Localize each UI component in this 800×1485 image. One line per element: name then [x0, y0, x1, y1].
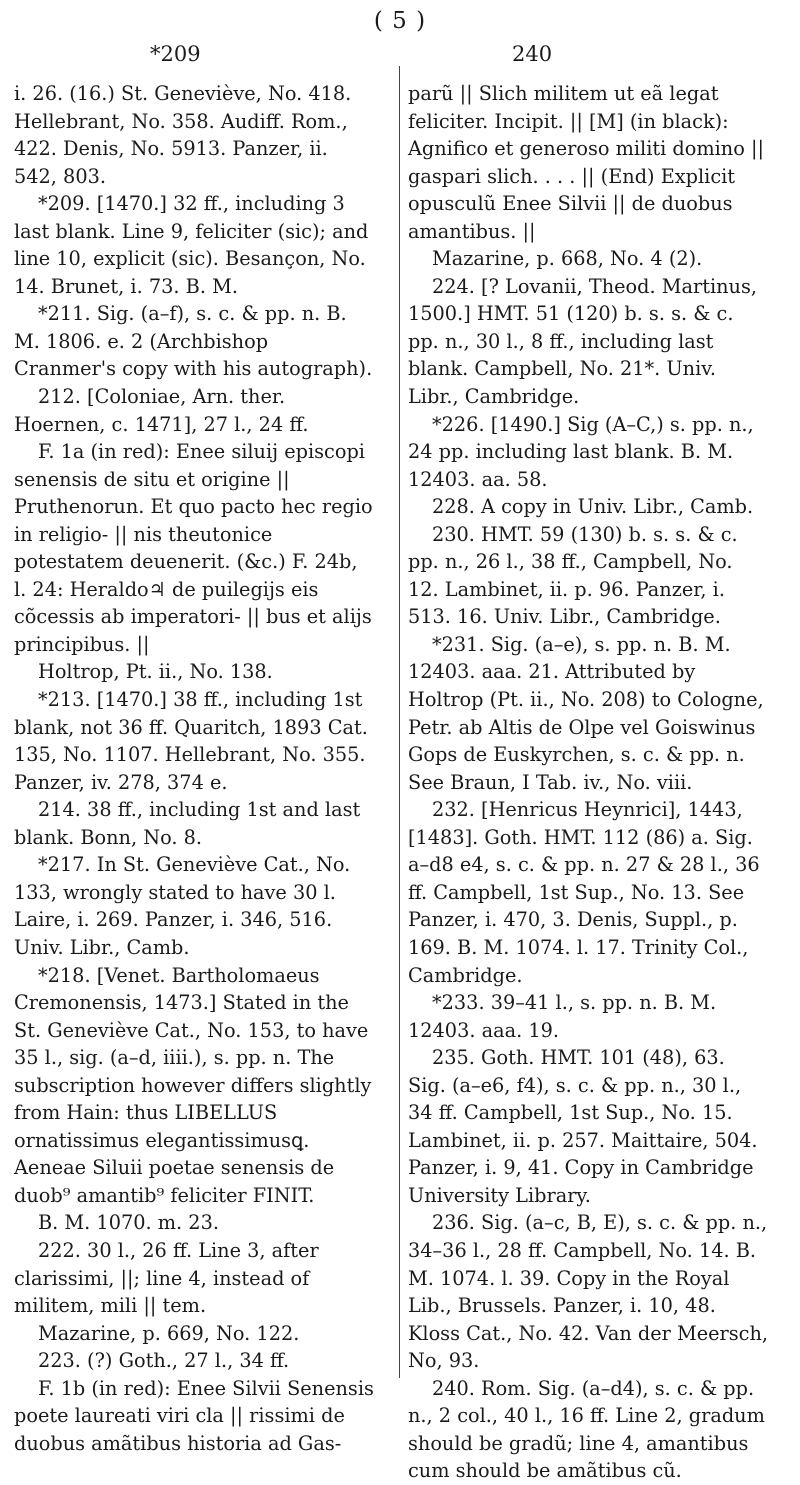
entry-paragraph: F. 1a (in red): Enee siluij episcopi senensis de situ et origine || Pruthenorun. Et quo pacto hec regio in religio- || nis theutonice potestatem deuenerit. (&c.) F. 24b, l. 24: Heraldo♃ de puilegijs eis cõcessis ab imperatori- || bus et alijs principibus. || [14, 440, 373, 656]
entry-paragraph: *233. 39–41 l., s. pp. n. B. M. 12403. aaa. 19. [408, 991, 717, 1042]
entry-paragraph: 232. [Henricus Heynrici], 1443, [1483]. Goth. HMT. 112 (86) a. Sig. a–d8 e4, s. c. & pp. n. 27 & 28 l., 36 ff. Campbell, 1st Sup., No. 13. See Panzer, i. 470, 3. Denis, Suppl., p. 169. B. M. 1074. l. 17. Trinity Col., Cambridge. [408, 798, 760, 987]
entry-paragraph: 224. [? Lovanii, Theod. Martinus, 1500.] HMT. 51 (120) b. s. s. & c. pp. n., 30 l., 8 ff., including last blank. Campbell, No. 21*. Univ. Libr., Cambridge. [408, 274, 757, 409]
entry-paragraph: *226. [1490.] Sig (A–C,) s. pp. n., 24 pp. including last blank. B. M. 12403. aa. 58. [408, 412, 754, 491]
entry-paragraph: *231. Sig. (a–e), s. pp. n. B. M. 12403. aaa. 21. Attributed by Holtrop (Pt. ii., No. 208) to Cologne, Petr. ab Altis de Olpe vel Goiswinus Gops de Euskyrchen, s. c. & pp. n. See Braun, I Tab. iv., No. viii. [408, 632, 764, 794]
entry-paragraph: *217. In St. Geneviève Cat., No. 133, wrongly stated to have 30 l. Laire, i. 269. Panzer, i. 346, 516. Univ. Libr., Camb. [14, 853, 351, 959]
entry-paragraph: Mazarine, p. 669, No. 122. [38, 1321, 300, 1345]
entry-paragraph: 240. Rom. Sig. (a–d4), s. c. & pp. n., 2 col., 40 l., 16 ff. Line 2, gradum should be gradũ; line 4, amantibus cum should be amãtibus cũ. [408, 1376, 765, 1483]
column-divider [399, 66, 400, 1378]
right-column [408, 80, 768, 1485]
entry-paragraph: *211. Sig. (a–f), s. c. & pp. n. B. M. 1806. e. 2 (Archbishop Cranmer's copy with his autograph). [14, 302, 373, 381]
entry-paragraph: *209. [1470.] 32 ff., including 3 last blank. Line 9, feliciter (sic); and line 10, explicit (sic). Besançon, No. 14. Brunet, i. 73. B. M. [14, 192, 369, 298]
right-column-heading: 240 [512, 42, 553, 66]
left-column-heading: *209 [150, 42, 201, 66]
entry-paragraph: Holtrop, Pt. ii., No. 138. [38, 660, 273, 684]
entry-paragraph: 228. A copy in Univ. Libr., Camb. [432, 495, 754, 519]
entry-paragraph: 236. Sig. (a–c, B, E), s. c. & pp. n., 34–36 l., 28 ff. Campbell, No. 14. B. M. 1074. l. 39. Copy in the Royal Lib., Brussels. Panzer, i. 10, 48. Kloss Cat., No. 42. Van der Meersch, No, 93. [408, 1211, 768, 1373]
entry-paragraph: Mazarine, p. 668, No. 4 (2). [432, 247, 703, 271]
left-column [14, 80, 374, 1457]
entry-paragraph: *218. [Venet. Bartholomaeus Cremonensis, 1473.] Stated in the St. Geneviève Cat., No. 153, to have 35 l., sig. (a–d, iiii.), s. pp. n. The subscription however differs slightly from Hain: thus LIBELLUS ornatissimus elegantissimusꝗ. Aeneae Siluii poetae senensis de duob⁹ amantib⁹ feliciter FINIT. [14, 963, 372, 1207]
entry-paragraph: 223. (?) Goth., 27 l., 34 ff. [38, 1349, 290, 1373]
entry-paragraph: parũ || Slich militem ut eã legat feliciter. Incipit. || [M] (in black): Agnifico et generoso militi domino || gaspari slich. . . . || (End) Explicit opusculũ Enee Silvii || de duobus amantibus. || [408, 82, 764, 243]
entry-paragraph: 222. 30 l., 26 ff. Line 3, after clarissimi, ||; line 4, instead of militem, mili || tem. [14, 1238, 319, 1318]
entry-paragraph: 230. HMT. 59 (130) b. s. s. & c. pp. n., 26 l., 38 ff., Campbell, No. 12. Lambinet, ii. p. 96. Panzer, i. 513. 16. Univ. Libr., Cambridge. [408, 522, 738, 629]
entry-paragraph: 212. [Coloniae, Arn. ther. Hoernen, c. 1471], 27 l., 24 ff. [14, 385, 309, 436]
entry-paragraph: 214. 38 ff., including 1st and last blank. Bonn, No. 8. [14, 798, 361, 849]
entry-paragraph: *213. [1470.] 38 ff., including 1st blank, not 36 ff. Quaritch, 1893 Cat. 135, No. 1107. Hellebrant, No. 355. Panzer, iv. 278, 374 e. [14, 688, 368, 794]
page-number: ( 5 ) [373, 8, 427, 34]
entry-paragraph: B. M. 1070. m. 23. [38, 1211, 219, 1235]
entry-paragraph: 235. Goth. HMT. 101 (48), 63. Sig. (a–e6, f4), s. c. & pp. n., 30 l., 34 ff. Campbell, 1st Sup., No. 15. Lambinet, ii. p. 257. Maittaire, 504. Panzer, i. 9, 41. Copy in Cambridge University Library. [408, 1046, 758, 1207]
entry-paragraph: F. 1b (in red): Enee Silvii Senensis poete laureati viri cla || rissimi de duobus amãtibus historia ad Gas- [14, 1376, 374, 1455]
entry-paragraph: i. 26. (16.) St. Geneviève, No. 418. Hellebrant, No. 358. Audiff. Rom., 422. Denis, No. 5913. Panzer, ii. 542, 803. [14, 82, 352, 188]
